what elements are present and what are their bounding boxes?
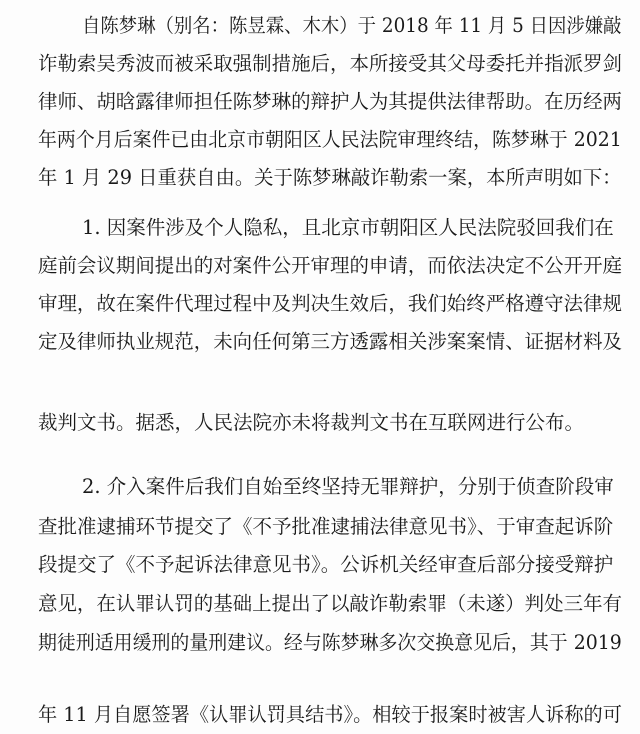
text-line-1: 自陈梦琳（别名：陈昱霖、木木）于 2018 年 11 月 5 日因涉嫌敲 [82, 14, 622, 37]
text-line-13: 段提交了《不予起诉法律意见书》。公诉机关经审查后部分接受辩护 [38, 553, 614, 576]
text-line-16: 年 11 月自愿签署《认罪认罚具结书》。相较于报案时被害人诉称的可 [38, 703, 622, 726]
text-line-12: 查批准逮捕环节提交了《不予批准逮捕法律意见书》、于审查起诉阶 [38, 515, 614, 538]
text-line-11: 2. 介入案件后我们自始至终坚持无罪辩护，分别于侦查阶段审 [82, 475, 614, 498]
text-line-7: 庭前会议期间提出的对案件公开审理的申请，而依法决定不公开开庭 [38, 254, 623, 277]
text-line-10: 裁判文书。据悉，人民法院亦未将裁判文书在互联网进行公布。 [38, 411, 585, 434]
text-line-3: 律师、胡晗露律师担任陈梦琳的辩护人为其提供法律帮助。在历经两 [38, 90, 623, 113]
text-line-4: 年两个月后案件已由北京市朝阳区人民法院审理终结，陈梦琳于 2021 [38, 128, 622, 151]
text-line-9: 定及律师执业规范，未向任何第三方透露相关涉案案情、证据材料及 [38, 330, 623, 353]
text-line-14: 意见，在认罪认罚的基础上提出了以敲诈勒索罪（未遂）判处三年有 [38, 592, 623, 615]
text-line-6: 1. 因案件涉及个人隐私，且北京市朝阳区人民法院驳回我们在 [82, 216, 614, 239]
text-line-2: 诈勒索吴秀波而被采取强制措施后，本所接受其父母委托并指派罗剑 [38, 52, 623, 75]
text-line-5: 年 1 月 29 日重获自由。关于陈梦琳敲诈勒索一案，本所声明如下： [38, 166, 622, 189]
text-line-8: 审理，故在案件代理过程中及判决生效后，我们始终严格遵守法律规 [38, 292, 623, 315]
text-line-15: 期徒刑适用缓刑的量刑建议。经与陈梦琳多次交换意见后，其于 2019 [38, 631, 622, 654]
